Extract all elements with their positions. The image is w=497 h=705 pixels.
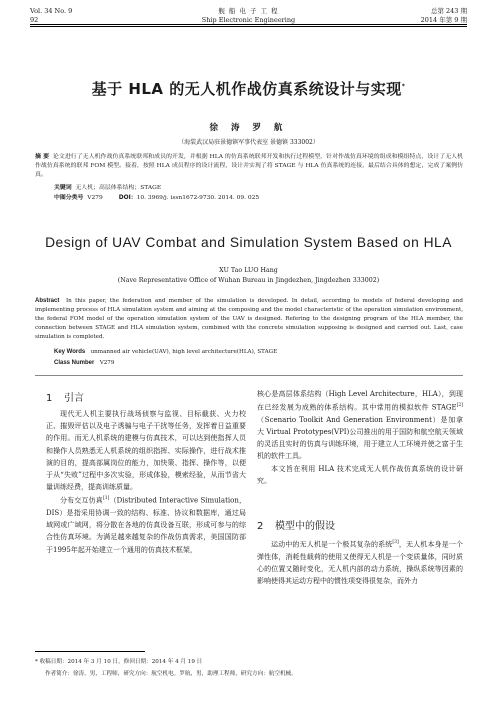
classification-cn-code: V279 (87, 195, 103, 201)
header-right (421, 7, 467, 24)
footnote-received (35, 657, 202, 667)
section-2-heading (257, 517, 335, 532)
s1p2-text-b: （Distributed Interactive Simulation，DIS）是指采用协调一致的结构、标准、协议和数据库，通过局域网或广域网，将分散在各地的仿真设备互联，形成可参与的综合性仿真环境。为满足越来越复杂的作战仿真需求，美国国防部于1995年起开始建立一个通用的仿真技术框架， (46, 496, 246, 554)
authors-en: XU Tao LUO Hang (219, 267, 278, 274)
journal-name-en: Ship Electronic Engineering (201, 15, 296, 24)
classification-en-code: V279 (99, 360, 115, 366)
classification-en (54, 360, 114, 366)
header-center (30, 7, 467, 24)
section-1-paragraph-4: 本文旨在利用 HLA 技术完成无人机作战仿真系统的设计研究。 (257, 464, 463, 485)
s1p2-text-a: 分布交互仿真 (60, 496, 103, 505)
keywords-cn (54, 182, 161, 191)
s1p3-text-b: （Scenario Toolkit And Generation Environment）是加拿大 Virtual Prototypes(VPI)公司推出的用于国防和航空航天领域的灵活且实时的仿真与训练环境，用于建立人工环境并使之富于生机的软件工具。 (257, 415, 463, 461)
abstract-cn (35, 153, 463, 180)
footnote-rule (35, 651, 145, 652)
paper-title-en: Design of UAV Combat and Simulation System Based on HLA (45, 235, 452, 250)
classification-cn (54, 192, 259, 201)
section-1-heading (46, 389, 84, 404)
footnote-bio: 作者简介：徐涛，男，工程师，研究方向：航空机电。罗航，男，助理工程师，研究方向：航空机械。 (45, 671, 297, 677)
section-1-title: 引言 (64, 393, 84, 404)
keywords-en-text: unmanned air vehicle(UAV), high level architecture(HLA), STAGE (90, 349, 278, 355)
keywords-cn-text: 无人机；高层体系结构；STAGE (75, 185, 162, 191)
affiliation-cn: （海装武汉局驻景德镇军事代表室 景德镇 333002） (178, 139, 319, 146)
citation-3: [3] (392, 540, 399, 545)
keywords-en-label: Key Words (54, 349, 86, 355)
s1p3-text-a: 核心是高层体系结构（High Level Architecture，HLA），到现在已经发展为成熟的体系结构。其中常用的模拟软件 STAGE (257, 390, 463, 412)
doi-value: 10. 3969/j. issn1672-9730. 2014. 09. 025 (136, 195, 260, 201)
s2p1-text-b: ，无人机本身是一个弹性体，消耗性载荷的使用又使得无人机是一个变质量体，同时质心的位置又随时变化，无人机内部的动力系统，操纵系统等因素的影响使得其运动方程中的惯性项变得很复杂，而外力 (257, 540, 464, 585)
footnote-star: * (35, 659, 40, 665)
left-column (46, 408, 246, 556)
abstract-divider (35, 375, 463, 376)
section-1-paragraph-2 (46, 493, 246, 555)
authors-cn: 徐 涛 罗 航 (209, 123, 288, 133)
abstract-en-text: In this paper, the federation and member of the simulation is developed. In detail, according to models of federal developing and implementing process of HLA simulation system and aiming at the composing and the model characteristic of the operation simulation environment, the federal FOM model of the operation simulation system of the UAV is designed. Refering to the designing program of the HLA member, the connection between STAGE and HLA simulation system, combined with the concrete simulation supposing is designed and carried out. Last, case simulation is completed. (35, 298, 464, 340)
volume-label: Vol. 34 No. 9 (30, 7, 73, 15)
citation-1: [1] (102, 496, 110, 502)
section-2-title: 模型中的假设 (275, 521, 335, 532)
title-footnote-mark: * (401, 83, 406, 90)
page-number: 92 (30, 15, 39, 24)
doi-label: DOI： (118, 195, 137, 201)
header-rule-thin (30, 26, 467, 27)
section-1-paragraph-1: 现代无人机主要执行战场侦察与监视、目标截获、火力校正、摧毁评估以及电子诱骗与电子干扰等任务，发挥着日益重要的作用。而无人机系统的建模与仿真技术，可以达到使指挥人员和操作人员熟悉无人机系统的组织指挥、实际操作，进行战术推演的目的，提高部属岗位的能力，加快策、指挥、操作等，以便于从“失败”过程中多次实验，形成体验，模索经验，从而节省大量训练经费，提高训练质量。 (46, 410, 246, 492)
right-column (257, 388, 463, 487)
keywords-en (54, 349, 277, 355)
footnote-received-text: 收稿日期：2014 年 3 月 10 日，修回日期：2014 年 4 月 19 日 (39, 659, 203, 665)
section-2-paragraph-1 (257, 537, 463, 587)
s2p1-text-a: 运动中的无人机是一个极其复杂的系统 (271, 540, 393, 549)
abstract-cn-label: 摘 要 (35, 154, 50, 160)
section-2-body (257, 537, 463, 587)
issue-total: 总第 243 期 (430, 7, 467, 15)
header-rule (30, 24, 467, 25)
keywords-cn-label: 关键词 (54, 185, 72, 191)
paper-title-cn (0, 78, 497, 99)
section-1-paragraph-3 (257, 388, 463, 463)
affiliation-en: (Nave Representative Office of Wuhan Bureau in Jingdezhen, Jingdezhen 333002) (117, 277, 380, 284)
abstract-en (35, 297, 463, 342)
classification-cn-label: 中图分类号 (54, 195, 84, 201)
classification-en-label: Class Number (54, 360, 95, 366)
section-2-number: 2 (257, 521, 264, 532)
section-1-number: 1 (46, 393, 53, 404)
title-text: 基于 HLA 的无人机作战仿真系统设计与实现 (91, 80, 402, 98)
issue-date: 2014 年第 9 期 (420, 15, 467, 24)
journal-name-cn: 舰 船 电 子 工 程 (218, 7, 279, 15)
abstract-en-label: Abstract (35, 298, 60, 304)
abstract-cn-text: 论文进行了无人机作战仿真系统联邦和成员的开发，并根据 HLA 的仿真系统联邦开发和执行过程模型，针对作战仿真环境的组成和模组特点，设计了无人机作战仿真系统的联邦 FOM 模型。接着，按照 HLA 成员程序的设计流程，设计并实现了将 STAGE 与 HLA 仿真系统的连接，最后结合具体的想定，完成了案例仿真。 (35, 154, 463, 178)
citation-2: [2] (456, 403, 463, 409)
